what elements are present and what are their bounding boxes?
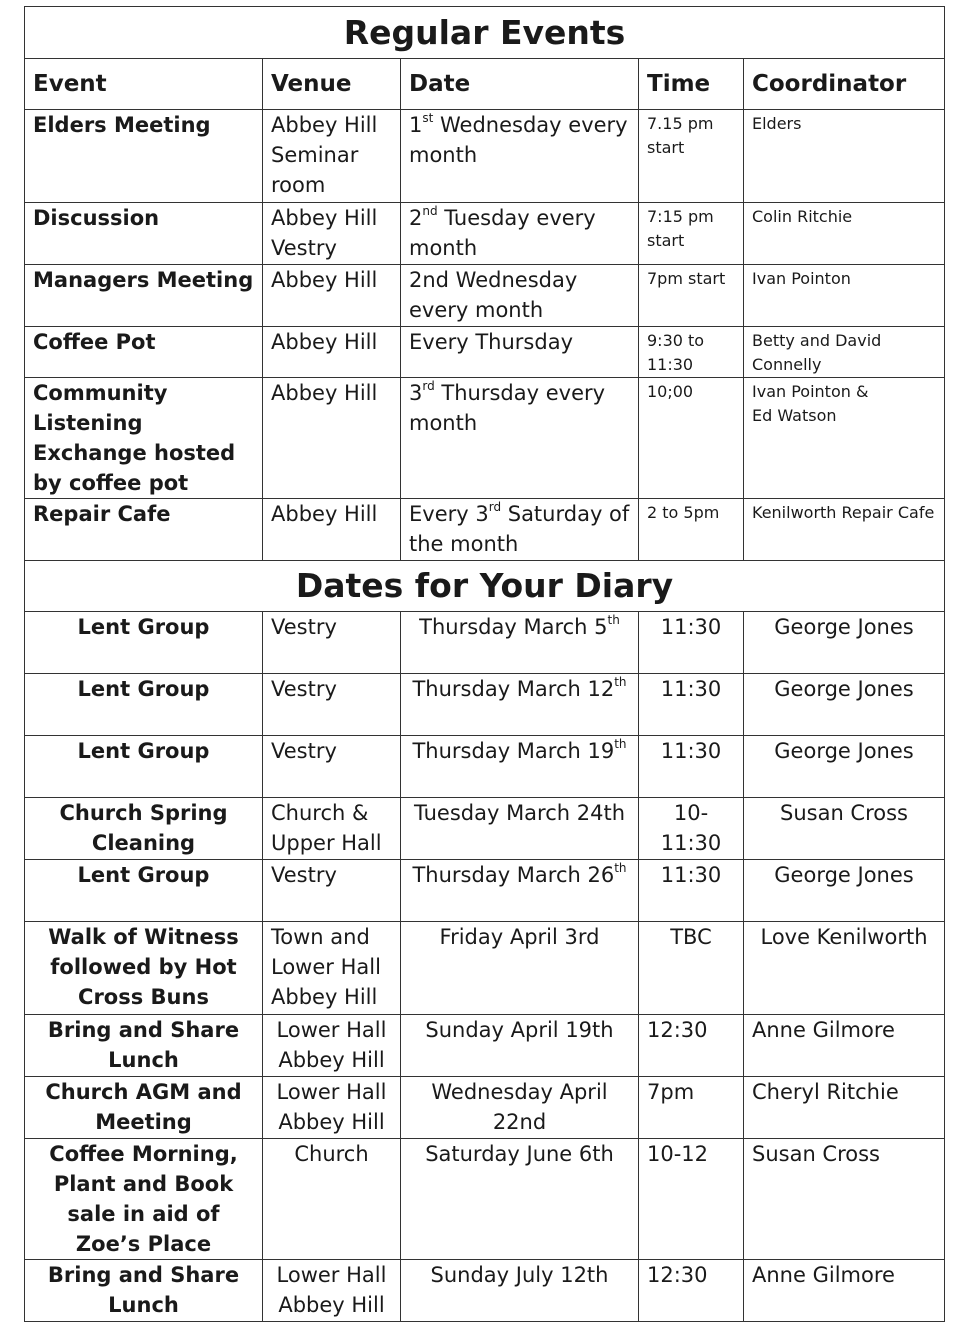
date-cell <box>401 378 639 499</box>
date-cell <box>401 110 639 203</box>
coordinator-cell: George Jones <box>744 673 945 735</box>
time-cell <box>639 110 744 203</box>
venue-line: Lower Hall <box>271 954 381 979</box>
events-sheet <box>24 6 944 1317</box>
ordinal-suffix: nd <box>422 204 438 218</box>
date-text: Every 3 <box>409 502 489 526</box>
ordinal-suffix: rd <box>488 500 502 514</box>
date-cell <box>401 203 639 265</box>
coordinator-cell <box>744 265 945 327</box>
time-line: 10-12 <box>647 1141 709 1166</box>
venue-cell <box>263 327 401 378</box>
coordinator-cell: Susan Cross <box>744 797 945 859</box>
venue-cell <box>263 499 401 561</box>
venue-line: Vestry <box>271 738 337 763</box>
date-text: 2nd Wednesday every month <box>409 268 578 322</box>
time-line: 9:30 to <box>647 331 705 350</box>
date-cell <box>401 921 639 1014</box>
venue-line: Abbey Hill <box>271 268 378 292</box>
event-name: Discussion <box>25 203 263 265</box>
coordinator-cell <box>744 203 945 265</box>
diary-event-row <box>25 1076 945 1138</box>
time-line: 7:15 pm <box>647 207 714 226</box>
venue-cell <box>263 110 401 203</box>
venue-cell <box>263 265 401 327</box>
regular-events-header-row <box>25 59 945 110</box>
event-name: Walk of Witness followed by Hot Cross Buns <box>25 921 263 1014</box>
diary-event-row <box>25 735 945 797</box>
date-text: 2 <box>409 206 423 230</box>
time-cell <box>639 203 744 265</box>
date-cell <box>401 1014 639 1076</box>
regular-events-table <box>24 6 945 561</box>
date-cell <box>401 673 639 735</box>
date-cell <box>401 735 639 797</box>
time-cell <box>639 499 744 561</box>
coordinator-line: Ivan Pointon & <box>752 382 869 401</box>
time-line: 11:30 <box>660 676 722 701</box>
date-text: Thursday March 19 <box>412 738 615 763</box>
venue-cell <box>263 611 401 673</box>
venue-line: Lower Hall <box>276 1262 387 1287</box>
event-name: Managers Meeting <box>25 265 263 327</box>
date-text-rest: Saturday of the month <box>409 502 630 556</box>
regular-events-title: Regular Events <box>25 7 945 59</box>
time-line: 10;00 <box>647 382 694 401</box>
time-cell <box>639 265 744 327</box>
time-line: 7pm <box>647 1079 695 1104</box>
time-line: 12:30 <box>647 1017 708 1042</box>
diary-event-row <box>25 797 945 859</box>
coordinator-cell <box>744 110 945 203</box>
column-header-coordinator: Coordinator <box>744 59 945 110</box>
venue-cell <box>263 1259 401 1321</box>
venue-line: Vestry <box>271 676 337 701</box>
venue-line: Abbey Hill <box>271 381 378 405</box>
column-header-event: Event <box>25 59 263 110</box>
ordinal-suffix: th <box>614 736 627 751</box>
column-header-date: Date <box>401 59 639 110</box>
date-cell <box>401 1076 639 1138</box>
date-cell <box>401 327 639 378</box>
event-name: Lent Group <box>25 673 263 735</box>
coordinator-cell: George Jones <box>744 859 945 921</box>
time-cell <box>639 1014 744 1076</box>
date-text-rest: Wednesday every month <box>409 113 628 167</box>
venue-line: Abbey Hill <box>271 502 378 526</box>
venue-cell <box>263 1138 401 1259</box>
venue-line: Vestry <box>271 862 337 887</box>
date-text: Thursday March 12 <box>412 676 615 701</box>
diary-dates-title: Dates for Your Diary <box>25 560 945 611</box>
time-cell <box>639 378 744 499</box>
event-name: Lent Group <box>25 859 263 921</box>
date-text-rest: Tuesday every month <box>409 206 596 260</box>
time-cell <box>639 1259 744 1321</box>
venue-line: Vestry <box>271 236 337 260</box>
venue-line: room <box>271 173 326 197</box>
ordinal-suffix: rd <box>422 379 435 393</box>
venue-cell <box>263 203 401 265</box>
ordinal-suffix: th <box>607 612 620 627</box>
ordinal-suffix: th <box>614 860 627 875</box>
date-text: Thursday March 5 <box>419 614 608 639</box>
time-line: start <box>647 231 685 250</box>
venue-line: Church <box>294 1141 369 1166</box>
coordinator-cell: Anne Gilmore <box>744 1259 945 1321</box>
event-name: Lent Group <box>25 611 263 673</box>
time-line: 11:30 <box>660 738 722 763</box>
date-text: Sunday July 12th <box>430 1262 609 1287</box>
time-line: 7.15 pm <box>647 114 714 133</box>
date-text: Sunday April 19th <box>425 1017 614 1042</box>
event-name: Bring and Share Lunch <box>25 1014 263 1076</box>
time-line: TBC <box>670 924 712 949</box>
time-cell <box>639 673 744 735</box>
date-text: Saturday June 6th <box>425 1141 614 1166</box>
coordinator-line: Kenilworth Repair Cafe <box>752 503 935 522</box>
time-line: 10- <box>673 800 709 825</box>
coordinator-line: Ed Watson <box>752 406 837 425</box>
date-text-rest: Thursday every month <box>409 381 606 435</box>
diary-event-row <box>25 859 945 921</box>
date-text: Thursday March 26 <box>412 862 615 887</box>
venue-line: Lower Hall <box>276 1079 387 1104</box>
regular-event-row <box>25 265 945 327</box>
column-header-venue: Venue <box>263 59 401 110</box>
event-name: Repair Cafe <box>25 499 263 561</box>
venue-line: Abbey Hill <box>271 330 378 354</box>
coordinator-line: Betty and David <box>752 331 882 350</box>
event-name: Coffee Morning, Plant and Book sale in aid of Zoe’s Place <box>25 1138 263 1259</box>
time-line: 2 to 5pm <box>647 503 720 522</box>
venue-cell <box>263 859 401 921</box>
venue-line: Church & <box>271 800 369 825</box>
date-cell <box>401 265 639 327</box>
diary-event-row <box>25 1014 945 1076</box>
time-cell <box>639 797 744 859</box>
event-name: Bring and Share Lunch <box>25 1259 263 1321</box>
time-line: 11:30 <box>660 614 722 639</box>
time-line: 11:30 <box>647 355 694 374</box>
time-cell <box>639 327 744 378</box>
regular-event-row <box>25 203 945 265</box>
event-name: Church AGM and Meeting <box>25 1076 263 1138</box>
date-text: Wednesday April 22nd <box>431 1079 608 1134</box>
venue-line: Abbey Hill <box>271 206 378 230</box>
venue-line: Abbey Hill <box>271 113 378 137</box>
coordinator-line: Elders <box>752 114 802 133</box>
coordinator-cell <box>744 378 945 499</box>
date-cell <box>401 859 639 921</box>
venue-line: Abbey Hill <box>271 984 378 1009</box>
diary-event-row <box>25 1138 945 1259</box>
venue-cell <box>263 378 401 499</box>
time-cell <box>639 921 744 1014</box>
ordinal-suffix: th <box>614 674 627 689</box>
venue-line: Vestry <box>271 614 337 639</box>
venue-cell <box>263 1076 401 1138</box>
regular-event-row <box>25 110 945 203</box>
date-text: 1 <box>409 113 423 137</box>
coordinator-line: Colin Ritchie <box>752 207 853 226</box>
venue-line: Lower Hall <box>276 1017 387 1042</box>
time-line: start <box>647 138 685 157</box>
regular-event-row <box>25 499 945 561</box>
venue-line: Abbey Hill <box>278 1109 385 1134</box>
date-text: Every Thursday <box>409 330 574 354</box>
date-cell <box>401 499 639 561</box>
venue-cell <box>263 797 401 859</box>
coordinator-cell <box>744 499 945 561</box>
time-cell <box>639 611 744 673</box>
coordinator-cell: George Jones <box>744 735 945 797</box>
date-text: Tuesday March 24th <box>413 800 626 825</box>
date-cell <box>401 797 639 859</box>
venue-line: Abbey Hill <box>278 1047 385 1072</box>
coordinator-cell: Susan Cross <box>744 1138 945 1259</box>
event-name: Community Listening Exchange hosted by coffee pot <box>25 378 263 499</box>
regular-event-row <box>25 327 945 378</box>
venue-line: Upper Hall <box>271 830 382 855</box>
venue-cell <box>263 1014 401 1076</box>
diary-event-row <box>25 611 945 673</box>
time-cell <box>639 1138 744 1259</box>
coordinator-cell: Cheryl Ritchie <box>744 1076 945 1138</box>
date-text: Friday April 3rd <box>439 924 600 949</box>
event-name: Lent Group <box>25 735 263 797</box>
event-name: Church Spring Cleaning <box>25 797 263 859</box>
event-name: Elders Meeting <box>25 110 263 203</box>
coordinator-cell: Love Kenilworth <box>744 921 945 1014</box>
time-line: 7pm start <box>647 269 726 288</box>
venue-cell <box>263 921 401 1014</box>
time-cell <box>639 859 744 921</box>
time-line: 11:30 <box>660 830 722 855</box>
time-line: 11:30 <box>660 862 722 887</box>
venue-line: Seminar <box>271 143 359 167</box>
column-header-time: Time <box>639 59 744 110</box>
time-cell <box>639 735 744 797</box>
date-cell <box>401 611 639 673</box>
date-text: 3 <box>409 381 423 405</box>
regular-event-row <box>25 378 945 499</box>
diary-event-row <box>25 921 945 1014</box>
diary-event-row <box>25 673 945 735</box>
coordinator-line: Connelly <box>752 355 822 374</box>
venue-cell <box>263 673 401 735</box>
date-cell <box>401 1138 639 1259</box>
coordinator-cell: Anne Gilmore <box>744 1014 945 1076</box>
diary-event-row <box>25 1259 945 1321</box>
time-line: 12:30 <box>647 1262 708 1287</box>
date-cell <box>401 1259 639 1321</box>
coordinator-cell: George Jones <box>744 611 945 673</box>
time-cell <box>639 1076 744 1138</box>
coordinator-cell <box>744 327 945 378</box>
venue-line: Abbey Hill <box>278 1292 385 1317</box>
coordinator-line: Ivan Pointon <box>752 269 851 288</box>
ordinal-suffix: st <box>422 111 434 125</box>
event-name: Coffee Pot <box>25 327 263 378</box>
venue-line: Town and <box>271 924 370 949</box>
diary-dates-table <box>24 560 945 1322</box>
venue-cell <box>263 735 401 797</box>
